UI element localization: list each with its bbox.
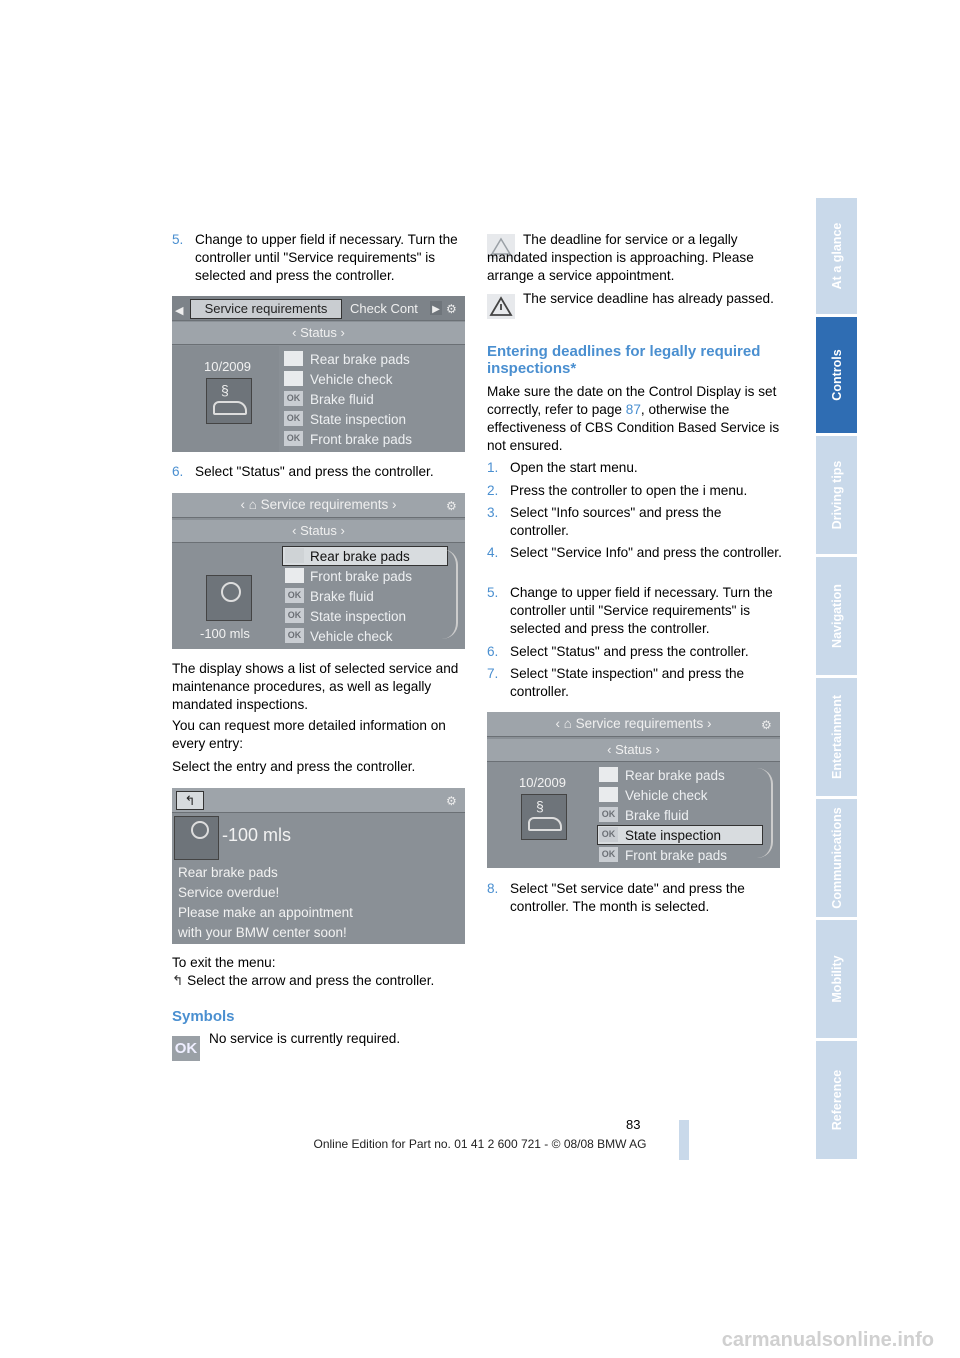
ok-icon: OK [284, 411, 303, 426]
sidebar-tab-navigation[interactable]: Navigation [816, 557, 857, 675]
title-service-requirements: ‹ ⌂ Service requirements › [240, 497, 397, 512]
options-icon[interactable]: ⚙ [446, 499, 457, 513]
heading-symbols: Symbols [172, 1008, 235, 1025]
sidebar-tab-mobility[interactable]: Mobility [816, 920, 857, 1038]
date-value: 10/2009 [204, 359, 251, 374]
warning-icon [284, 351, 303, 366]
distance-value: -100 mls [200, 626, 250, 641]
back-arrow-icon[interactable]: ↰ [176, 791, 204, 810]
sidebar-tab-at-a-glance[interactable]: At a glance [816, 198, 857, 314]
page-number: 83 [626, 1117, 641, 1132]
tab-check-control[interactable]: Check Cont [350, 301, 418, 316]
list-item[interactable]: Rear brake pads [310, 352, 410, 367]
detail-line: Please make an appointment [178, 905, 353, 920]
paragraph-request-info: You can request more detailed information on every entry: [172, 718, 446, 751]
list-item[interactable]: Brake fluid [310, 392, 374, 407]
triangle-icon [284, 371, 303, 386]
ok-icon: OK [599, 807, 618, 822]
list-item[interactable]: Front brake pads [625, 848, 728, 863]
ok-icon: OK [285, 588, 304, 603]
paragraph-intro: Make sure the date on the Control Display is set correctly, refer to page 87, otherwise the effectiveness of CBS Condition Based Service is not ensured. [487, 384, 780, 453]
ok-icon: OK [285, 608, 304, 623]
service-car-icon: § [521, 794, 567, 840]
ok-icon: OK [284, 391, 303, 406]
triangle-icon [285, 568, 304, 583]
watermark: carmanualsonline.info [721, 1329, 934, 1351]
list-item[interactable]: Brake fluid [625, 808, 689, 823]
paragraph-select-entry: Select the entry and press the controller. [172, 759, 416, 774]
list-item[interactable]: Front brake pads [310, 569, 413, 584]
sidebar-tab-driving-tips[interactable]: Driving tips [816, 436, 857, 554]
brake-pads-icon [206, 575, 252, 621]
scroll-indicator[interactable] [442, 549, 458, 639]
distance-value: -100 mls [222, 825, 292, 845]
subtab-status[interactable]: ‹ Status › [292, 523, 345, 538]
list-item[interactable]: Rear brake pads [310, 549, 410, 564]
heading-entering-deadlines: Entering deadlines for legally required inspections* [487, 343, 761, 377]
subtab-status[interactable]: ‹ Status › [607, 742, 660, 757]
tab-service-requirements[interactable]: Service requirements [190, 299, 342, 319]
screen-service-requirements-list [172, 296, 465, 452]
date-value: 10/2009 [519, 775, 566, 790]
sidebar-tab-entertainment[interactable]: Entertainment [816, 678, 857, 796]
options-icon[interactable]: ⚙ [446, 794, 457, 808]
list-item[interactable]: Vehicle check [625, 788, 708, 803]
sidebar-tab-controls[interactable]: Controls [816, 317, 857, 433]
detail-line: with your BMW center soon! [178, 925, 347, 940]
triangle-icon [599, 767, 618, 782]
warning-symbol-icon [487, 294, 515, 319]
arrow-right-icon: ▶ [430, 301, 442, 315]
service-car-icon: § [206, 378, 252, 424]
brake-pads-icon [174, 816, 219, 860]
arrow-left-icon: ◀ [175, 305, 184, 317]
warning-symbol-text: The service deadline has already passed. [523, 291, 774, 306]
page-link[interactable]: 87 [625, 402, 641, 417]
list-item[interactable]: Brake fluid [310, 589, 374, 604]
options-icon[interactable]: ⚙ [761, 718, 772, 732]
detail-line: Service overdue! [178, 885, 280, 900]
exit-instruction: ↰ Select the arrow and press the controller. [172, 973, 435, 988]
ok-icon: OK [285, 628, 304, 643]
list-item[interactable]: Vehicle check [310, 372, 393, 387]
list-item[interactable]: State inspection [310, 412, 407, 427]
ok-icon: OK [284, 431, 303, 446]
ok-symbol-icon: OK [172, 1036, 200, 1061]
sidebar-tab-communications[interactable]: Communications [816, 799, 857, 917]
triangle-icon [599, 787, 618, 802]
options-icon[interactable]: ⚙ [446, 302, 457, 316]
footer-edition: Online Edition for Part no. 01 41 2 600 721 - © 08/08 BMW AG [313, 1137, 647, 1151]
ok-icon: OK [599, 827, 618, 842]
list-item[interactable]: Front brake pads [310, 432, 413, 447]
list-item[interactable]: Rear brake pads [625, 768, 725, 783]
back-arrow-icon: ↰ [172, 973, 184, 988]
list-item[interactable]: State inspection [625, 828, 722, 843]
screen-state-inspection [487, 712, 780, 868]
paragraph-display-shows: The display shows a list of selected service and maintenance procedures, as well as legally mandated inspections. [172, 661, 459, 712]
list-item[interactable]: Vehicle check [310, 629, 393, 644]
screen-detail [172, 788, 465, 944]
ok-icon: OK [599, 847, 618, 862]
warning-icon [285, 548, 304, 563]
triangle-symbol-text: The deadline for service or a legally mandated inspection is approaching. Please arrange a service appointment. [487, 232, 754, 283]
title-service-requirements: ‹ ⌂ Service requirements › [555, 716, 712, 731]
scroll-indicator[interactable] [757, 768, 773, 858]
ok-symbol-text: No service is currently required. [209, 1031, 401, 1046]
list-item[interactable]: State inspection [310, 609, 407, 624]
screen-status-list [172, 493, 465, 649]
subtab-status[interactable]: ‹ Status › [292, 325, 345, 340]
sidebar-tab-reference[interactable]: Reference [816, 1041, 857, 1159]
detail-line: Rear brake pads [178, 865, 278, 880]
exit-title: To exit the menu: [172, 955, 276, 970]
